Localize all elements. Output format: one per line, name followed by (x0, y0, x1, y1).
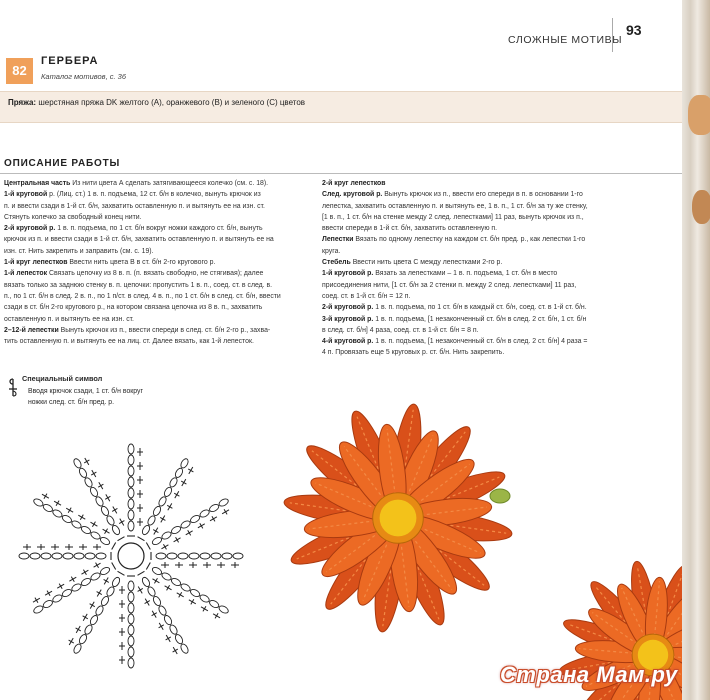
return-stitch-mark (176, 537, 179, 542)
chain-stitch-mark (161, 571, 173, 581)
return-stitch-mark (152, 613, 157, 616)
chain-stitch-mark (19, 553, 29, 559)
instruction-line (322, 314, 632, 325)
instruction-line (322, 234, 632, 245)
instruction-line (4, 314, 304, 325)
chain-stitch-mark (157, 496, 167, 508)
chain-stitch-mark (128, 658, 134, 668)
pattern-number-badge: 82 (6, 58, 33, 84)
instruction-text: 1 в. п. подъема, [1 незаконченный ст. б/н в след. 2 ст. б/н, 1 ст. б/н (373, 315, 587, 323)
instruction-line (322, 268, 632, 279)
chain-stitch-mark (94, 496, 104, 508)
return-stitch-mark (105, 496, 110, 499)
section-divider (0, 173, 690, 174)
instruction-line (322, 178, 632, 189)
instruction-label: Лепестки (322, 236, 354, 244)
return-stitch-mark (224, 509, 227, 514)
instruction-text: изн. ст. Нить закрепить и заправить (см. с. 19). (4, 247, 154, 255)
instruction-line (322, 291, 632, 302)
instruction-text: Вязать за лепестками – 1 в. п. подъема, 1 ст. б/н в место (373, 270, 558, 278)
chain-stitch-mark (218, 497, 230, 507)
single-crochet-mark (118, 537, 125, 541)
instruction-text: 1 в. п. подъема, по 1 ст. б/н вокруг ножки каждого ст. б/н, вынуть (55, 225, 263, 233)
catalog-reference: Каталог мотивов, с. 36 (41, 72, 127, 81)
chain-stitch-mark (72, 643, 82, 655)
book-spine-edge (682, 0, 710, 700)
instructions-right-column (322, 178, 632, 359)
chain-stitch-mark (61, 588, 73, 598)
chain-stitch-mark (94, 605, 104, 617)
chain-stitch-mark (128, 488, 134, 498)
instruction-text: в след. ст. б/н] 4 раза, соед. ст. в 1-й ст. б/н = 8 п. (322, 326, 479, 334)
instruction-label: 2-й круг лепестков (322, 180, 386, 187)
chain-stitch-mark (178, 553, 188, 559)
instruction-line (4, 246, 304, 257)
return-stitch-mark (90, 604, 95, 607)
chain-stitch-mark (211, 553, 221, 559)
instruction-line (4, 336, 304, 347)
chain-stitch-mark (61, 514, 73, 524)
return-stitch-mark (159, 625, 164, 628)
instruction-line (322, 347, 632, 358)
instruction-text: сзади в ст. б/н 2-го кругового р., на котором связана цепочка из 8 в. п., захватить (4, 304, 263, 312)
chain-stitch-mark (128, 499, 134, 509)
chain-stitch-mark (163, 614, 173, 626)
instruction-line (322, 257, 632, 268)
instruction-text: тить оставленную п. и вытянуть ее на лиц. ст. Далее вязать, как 1-й лепесток. (4, 338, 254, 346)
chain-stitch-mark (128, 444, 134, 454)
return-stitch-mark (98, 484, 103, 487)
single-crochet-mark (112, 563, 116, 570)
chain-stitch-mark (128, 636, 134, 646)
return-stitch-mark (174, 493, 179, 496)
instruction-line (4, 257, 304, 268)
chain-stitch-mark (33, 497, 45, 507)
instruction-text: Ввести нить цвета С между лепестками 2-го р. (350, 259, 503, 267)
single-crochet-mark (118, 571, 125, 575)
flower-center (380, 500, 417, 537)
page-number: 93 (626, 22, 642, 38)
chain-stitch-mark (174, 633, 184, 645)
chain-stitch-mark (52, 593, 64, 603)
chain-stitch-mark (90, 571, 102, 581)
chain-stitch-mark (30, 553, 40, 559)
chain-stitch-mark (128, 466, 134, 476)
chain-stitch-mark (128, 647, 134, 657)
chain-stitch-mark (128, 521, 134, 531)
chain-stitch-mark (170, 525, 182, 535)
instruction-label: 2–12-й лепестки (4, 326, 59, 334)
instruction-line (4, 212, 304, 223)
instruction-label: 2-й круговой р. (322, 304, 374, 312)
chain-stitch-mark (168, 624, 178, 636)
chain-stitch-mark (156, 553, 166, 559)
chain-stitch-mark (151, 566, 163, 576)
instruction-label: 1-й лепесток (4, 270, 48, 278)
return-stitch-mark (84, 460, 89, 463)
instruction-text: Вязать по одному лепестку на каждом ст. б/н пред. р., как лепестки 1-го (353, 236, 586, 244)
chain-stitch-mark (199, 508, 211, 518)
instruction-text: лепестка, захватить оставленную п. и вытянуть ее, 1 в. п., 1 ст. б/н за ту же стенку, (322, 202, 588, 210)
return-stitch-mark (191, 599, 194, 604)
pattern-title: ГЕРБЕРА (41, 55, 99, 67)
return-stitch-mark (44, 494, 47, 499)
instruction-text: Вынуть крючок из п., ввести спереди в след. ст. б/н 2-го р., захва- (58, 326, 271, 334)
chain-stitch-mark (168, 477, 178, 489)
chain-stitch-mark (152, 505, 162, 517)
instruction-line (4, 291, 304, 302)
return-stitch-mark (47, 591, 50, 596)
chain-stitch-mark (189, 553, 199, 559)
instruction-label: 1-й круг лепестков (4, 259, 68, 267)
instruction-text: Из нити цвета А сделать затягивающееся колечко (см. с. 18). (70, 180, 269, 187)
instruction-line (322, 223, 632, 234)
instruction-line (322, 201, 632, 212)
special-stitch-icon (6, 376, 20, 400)
chain-stitch-mark (179, 643, 189, 655)
return-stitch-mark (188, 530, 191, 535)
instruction-label: 1-й круговой р. (322, 270, 374, 278)
instruction-text: круга. (322, 247, 341, 255)
chain-stitch-mark (99, 566, 111, 576)
instruction-text: п., по 1 ст. б/н в след. 2 в. п., по 1 п/ст. в след. 4 в. п., по 1 ст. б/н в след. ст. б/н, ввести (4, 292, 281, 300)
chain-stitch-mark (111, 576, 121, 588)
return-stitch-mark (68, 508, 71, 513)
instruction-line (4, 201, 304, 212)
special-symbol-line: Вводя крючок сзади, 1 ст. б/н вокруг (28, 388, 144, 395)
chain-stitch-mark (78, 467, 88, 479)
return-stitch-mark (119, 521, 124, 524)
chain-stitch-mark (89, 614, 99, 626)
chain-stitch-mark (72, 458, 82, 470)
chain-stitch-mark (189, 588, 201, 598)
chain-stitch-mark (128, 625, 134, 635)
instruction-line (322, 280, 632, 291)
chain-stitch-mark (179, 458, 189, 470)
instruction-label: Центральная часть (4, 180, 71, 187)
chain-stitch-mark (170, 577, 182, 587)
return-stitch-mark (166, 637, 171, 640)
chain-stitch-mark (80, 577, 92, 587)
chain-stitch-mark (96, 553, 106, 559)
return-stitch-mark (83, 616, 88, 619)
yarn-info-bar (0, 91, 690, 123)
single-crochet-mark (138, 571, 145, 575)
return-stitch-mark (181, 481, 186, 484)
chain-stitch-mark (222, 553, 232, 559)
instruction-text: 1 в. п. подъема, по 1 ст. б/н в каждый ст. б/н, соед. ст. в 1-й ст. б/н. (373, 304, 587, 312)
next-page-photo-edge (688, 95, 710, 135)
chain-stitch-mark (151, 536, 163, 546)
return-stitch-mark (92, 522, 95, 527)
gerbera-flower-photo (268, 400, 688, 700)
instruction-label: След. круговой р. (322, 191, 383, 199)
chain-stitch-mark (80, 525, 92, 535)
chain-stitch-mark (163, 486, 173, 498)
special-symbol-line: ножки след. ст. б/н пред. р. (28, 399, 115, 406)
return-stitch-mark (96, 563, 99, 568)
instruction-line (4, 178, 304, 189)
chain-stitch-mark (42, 599, 54, 609)
chain-stitch-mark (71, 582, 83, 592)
instruction-text: крючок из п. и ввести сзади в 1-й ст. б/н, захватить оставленную п. и вытянуть ее на (4, 236, 274, 244)
instruction-line (4, 223, 304, 234)
chain-stitch-mark (141, 576, 151, 588)
return-stitch-mark (212, 516, 215, 521)
instruction-line (322, 246, 632, 257)
running-title: СЛОЖНЫЕ МОТИВЫ (508, 34, 623, 46)
chain-stitch-mark (83, 624, 93, 636)
return-stitch-mark (112, 508, 117, 511)
instruction-text: ввести спереди в 1-й ст. б/н, захватить оставленную п. (322, 225, 498, 233)
return-stitch-mark (59, 584, 62, 589)
flower-stem (490, 489, 510, 503)
chain-stitch-mark (83, 477, 93, 489)
chain-stitch-mark (52, 553, 62, 559)
instruction-label: 2-й круговой р. (4, 225, 56, 233)
chain-stitch-mark (161, 530, 173, 540)
chain-stitch-mark (199, 593, 211, 603)
chain-stitch-mark (99, 536, 111, 546)
next-page-photo-edge (692, 190, 710, 224)
instruction-line (4, 234, 304, 245)
chain-stitch-mark (233, 553, 243, 559)
special-symbol-title: Специальный символ (22, 374, 103, 383)
instruction-line (322, 189, 632, 200)
return-stitch-mark (173, 649, 178, 652)
section-title: ОПИСАНИЕ РАБОТЫ (4, 158, 121, 169)
instruction-line (4, 325, 304, 336)
chain-stitch-mark (111, 524, 121, 536)
single-crochet-mark (146, 563, 150, 570)
return-stitch-mark (56, 501, 59, 506)
return-stitch-mark (167, 585, 170, 590)
single-crochet-mark (146, 543, 150, 550)
return-stitch-mark (215, 613, 218, 618)
chain-stitch-mark (100, 595, 110, 607)
instruction-text: п. и ввести сзади в 1-й ст. б/н, захватить оставленную п. и вытянуть ее на изн. ст. (4, 202, 265, 210)
site-watermark: Страна Мам.ру (500, 662, 678, 687)
return-stitch-mark (83, 570, 86, 575)
return-stitch-mark (153, 530, 158, 533)
return-stitch-mark (80, 515, 83, 520)
instruction-text: оставленную п. и вытянуть ее на изн. ст. (4, 315, 134, 323)
chain-stitch-mark (128, 455, 134, 465)
chain-stitch-mark (157, 605, 167, 617)
instruction-label: 1-й круговой (4, 191, 48, 199)
return-stitch-mark (35, 598, 38, 603)
chain-stitch-mark (71, 519, 83, 529)
chain-stitch-mark (128, 581, 134, 591)
instruction-line (4, 189, 304, 200)
instruction-line (4, 302, 304, 313)
chain-stitch-mark (152, 595, 162, 607)
return-stitch-mark (200, 523, 203, 528)
instruction-line (322, 336, 632, 347)
instruction-line (322, 212, 632, 223)
chain-stitch-mark (200, 553, 210, 559)
chain-stitch-mark (146, 515, 156, 527)
chain-stitch-mark (105, 586, 115, 598)
instruction-text: вязать только за заднюю стенку в. п. цепочки: пропустить 1 в. п., соед. ст. в след. в. (4, 281, 273, 289)
instruction-text: Стянуть колечко за свободный конец нити. (4, 213, 142, 221)
instruction-text: присоединения нити, [1 ст. б/н за 2 стенки п. между 2 след. лепестками] 11 раз, (322, 281, 577, 289)
chain-stitch-mark (63, 553, 73, 559)
chain-stitch-mark (128, 614, 134, 624)
chain-stitch-mark (128, 477, 134, 487)
yarn-info (8, 98, 305, 107)
chain-stitch-mark (100, 505, 110, 517)
instruction-text: Ввести нить цвета В в ст. б/н 2-го кругового р. (67, 259, 216, 267)
yarn-text: шерстяная пряжа DK желтого (A), оранжевого (B) и зеленого (C) цветов (38, 98, 306, 107)
return-stitch-mark (163, 544, 166, 549)
chain-stitch-mark (174, 467, 184, 479)
instruction-line (4, 280, 304, 291)
chain-stitch-mark (74, 553, 84, 559)
return-stitch-mark (138, 588, 143, 591)
return-stitch-mark (91, 472, 96, 475)
chain-stitch-mark (128, 510, 134, 520)
return-stitch-mark (76, 628, 81, 631)
instruction-line (4, 268, 304, 279)
chain-stitch-mark (208, 599, 220, 609)
instruction-text: р. (Лиц. ст.) 1 в. п. подъема, 12 ст. б/н в колечко, вынуть крючок из (47, 191, 261, 199)
instruction-label: Стебель (322, 259, 351, 267)
chain-stitch-mark (146, 586, 156, 598)
instructions-left-column (4, 178, 304, 347)
chain-stitch-mark (33, 604, 45, 614)
single-crochet-mark (112, 543, 116, 550)
instruction-text: Вынуть крючок из п., ввести его спереди в п. в основании 1-го (382, 191, 583, 199)
return-stitch-mark (104, 579, 109, 582)
return-stitch-mark (160, 517, 165, 520)
instruction-label: 4-й круговой р. (322, 338, 374, 346)
return-stitch-mark (97, 592, 102, 595)
return-stitch-mark (154, 578, 157, 583)
chain-stitch-mark (180, 582, 192, 592)
center-ring (118, 543, 144, 569)
instruction-text: 4 п. Провязать еще 5 круговых р. ст. б/н. Нить закрепить. (322, 349, 505, 357)
return-stitch-mark (188, 469, 193, 472)
return-stitch-mark (167, 505, 172, 508)
chain-stitch-mark (52, 508, 64, 518)
return-stitch-mark (71, 577, 74, 582)
chain-stitch-mark (89, 486, 99, 498)
single-crochet-mark (138, 537, 145, 541)
instruction-text: 1 в. п. подъема, [1 незаконченный ст. б/н в след. 2 ст. б/н] 4 раза = (373, 338, 588, 346)
chain-stitch-mark (90, 530, 102, 540)
crochet-chart-diagram (0, 425, 262, 687)
chain-stitch-mark (208, 503, 220, 513)
instruction-label: 3-й круговой р. (322, 315, 374, 323)
chain-stitch-mark (218, 604, 230, 614)
chain-stitch-mark (105, 515, 115, 527)
instruction-text: Связать цепочку из 8 в. п. (п. вязать свободно, не стягивая); далее (47, 270, 264, 278)
instruction-text: соед. ст. в 1-й ст. б/н = 12 п. (322, 292, 411, 300)
return-stitch-mark (145, 601, 150, 604)
return-stitch-mark (179, 592, 182, 597)
chain-stitch-mark (189, 514, 201, 524)
special-symbol-description (28, 386, 208, 408)
return-stitch-mark (105, 529, 108, 534)
instruction-text: [1 в. п., 1 ст. б/н на стенке между 2 след. лепестками] 11 раз, вынуть крючок из п., (322, 213, 584, 221)
chain-stitch-mark (42, 503, 54, 513)
chain-stitch-mark (128, 603, 134, 613)
instruction-line (322, 302, 632, 313)
chain-stitch-mark (78, 633, 88, 645)
chain-stitch-mark (180, 519, 192, 529)
chain-stitch-mark (141, 524, 151, 536)
instruction-line (322, 325, 632, 336)
chain-stitch-mark (128, 592, 134, 602)
return-stitch-mark (203, 606, 206, 611)
yarn-label: Пряжа: (8, 98, 37, 107)
chain-stitch-mark (167, 553, 177, 559)
chain-stitch-mark (41, 553, 51, 559)
return-stitch-mark (69, 640, 74, 643)
chain-stitch-mark (85, 553, 95, 559)
